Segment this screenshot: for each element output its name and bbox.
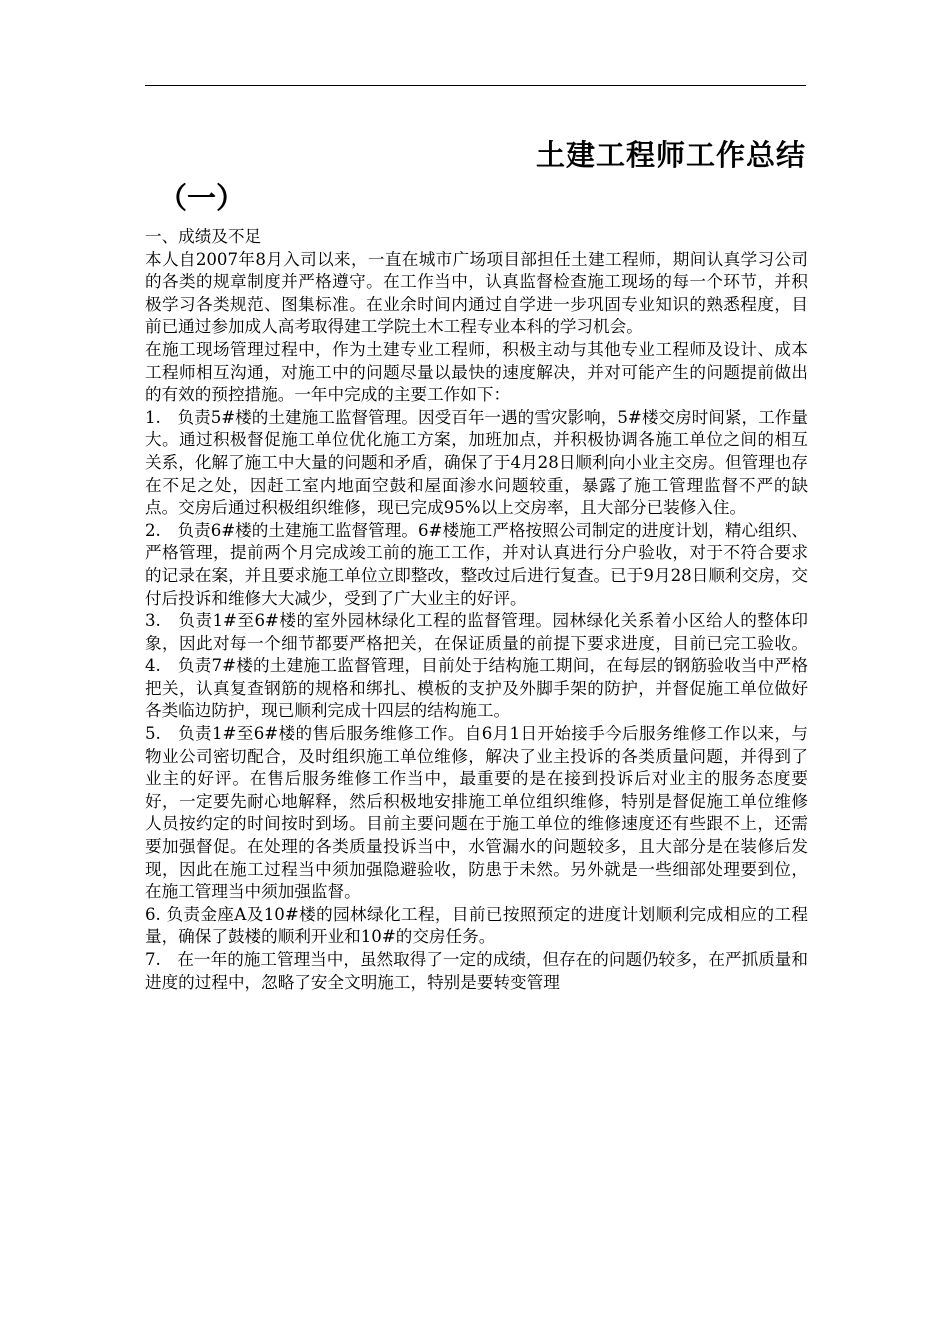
document-body <box>145 226 808 994</box>
paragraph: 1. 负责5#楼的土建施工监督管理。因受百年一遇的雪灾影响，5#楼交房时间紧，工作量大。通过积极督促施工单位优化施工方案，加班加点，并积极协调各施工单位之间的相互关系，化解了施工中大量的问题和矛盾，确保了于4月28日顺利向小业主交房。但管理也存在不足之处，因赶工室内地面空鼓和屋面渗水问题较重，暴露了施工管理监督不严的缺点。交房后通过积极组织维修，现已完成95%以上交房率，且大部分已装修入住。 <box>145 407 808 518</box>
paragraph: 6. 负责金座A及10#楼的园林绿化工程，目前已按照预定的进度计划顺利完成相应的工程量，确保了鼓楼的顺利开业和10#的交房任务。 <box>145 904 808 947</box>
section-heading: 一、成绩及不足 <box>145 227 262 246</box>
paragraph: 3. 负责1#至6#楼的室外园林绿化工程的监督管理。园林绿化关系着小区给人的整体印象，因此对每一个细节都要严格把关，在保证质量的前提下要求进度，目前已完工验收。 4. 负责7#楼的土建施工监督管理，目前处于结构施工期间，在每层的钢筋验收当中严格把关，认真复查钢筋的规格和绑扎、模板的支护及外脚手架的防护，并督促施工单位做好各类临边防护，现已顺利完成十四层的结构施工。 <box>145 611 808 721</box>
document-title: 土建工程师工作总结 <box>535 138 806 172</box>
paragraph: 本人自2007年8月入司以来，一直在城市广场项目部担任土建工程师，期间认真学习公司的各类的规章制度并严格遵守。在工作当中，认真监督检查施工现场的每一个环节，并积极学习各类规范、图集标准。在业余时间内通过自学进一步巩固专业知识的熟悉程度，目前已通过参加成人高考取得建工学院土木工程专业本科的学习机会。 <box>145 249 808 337</box>
document-subtitle: （一） <box>158 181 246 215</box>
header-rule <box>145 85 806 86</box>
paragraph: 2. 负责6#楼的土建施工监督管理。6#楼施工严格按照公司制定的进度计划，精心组织、严格管理，提前两个月完成竣工前的施工工作，并对认真进行分户验收，对于不符合要求的记录在案，并且要求施工单位立即整改，整改过后进行复查。已于9月28日顺利交房，交付后投诉和维修大大减少，受到了广大业主的好评。 <box>145 520 808 608</box>
paragraph: 在施工现场管理过程中，作为土建专业工程师，积极主动与其他专业工程师及设计、成本工程师相互沟通，对施工中的问题尽量以最快的速度解决，并对可能产生的问题提前做出的有效的预控措施。一年中完成的主要工作如下： <box>145 339 808 405</box>
paragraph: 5. 负责1#至6#楼的售后服务维修工作。自6月1日开始接手今后服务维修工作以来，与物业公司密切配合，及时组织施工单位维修，解决了业主投诉的各类质量问题，并得到了业主的好评。在售后服务维修工作当中，最重要的是在接到投诉后对业主的服务态度要好，一定要先耐心地解释，然后积极地安排施工单位组织维修，特别是督促施工单位维修人员按约定的时间按时到场。目前主要问题在于施工单位的维修速度还有些跟不上，还需要加强督促。在处理的各类质量投诉当中，水管漏水的问题较多，且大部分是在装修后发现，因此在施工过程当中须加强隐避验收，防患于未然。另外就是一些细部处理要到位，在施工管理当中须加强监督。 <box>145 724 808 902</box>
paragraph: 7. 在一年的施工管理当中，虽然取得了一定的成绩，但存在的问题仍较多，在严抓质量和进度的过程中，忽略了安全文明施工，特别是要转变管理 <box>145 950 808 992</box>
